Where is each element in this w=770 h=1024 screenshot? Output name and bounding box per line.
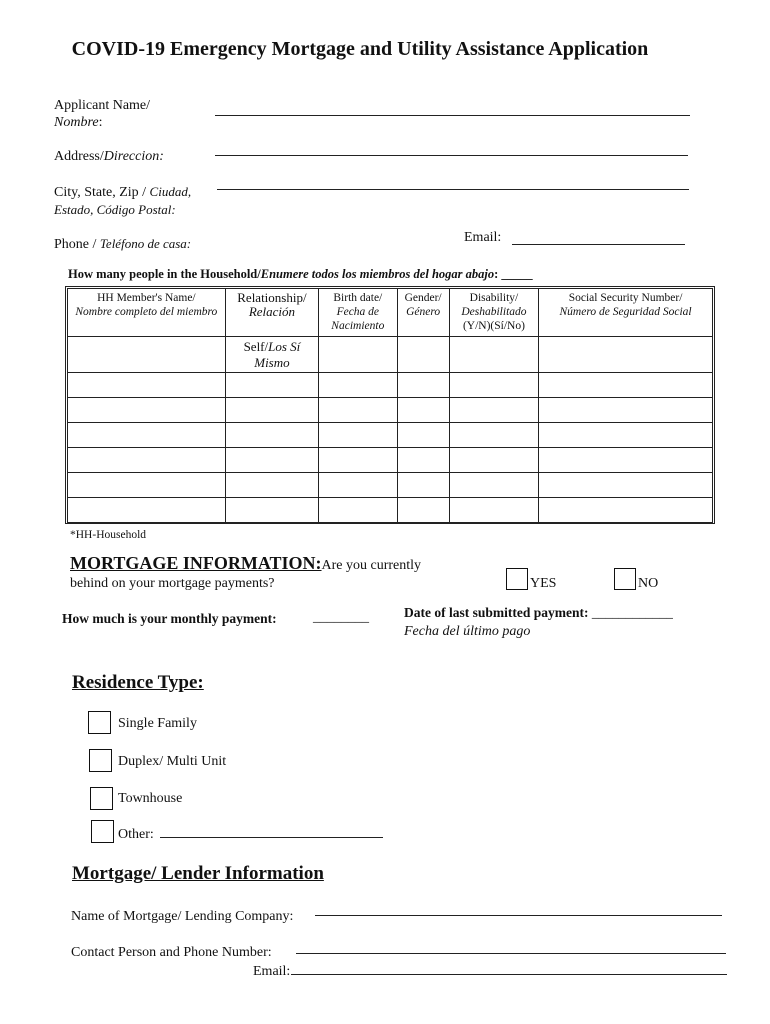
monthly-payment-field[interactable]: ________	[313, 610, 369, 625]
table-cell[interactable]	[68, 498, 226, 523]
household-question-es: Enumere todos los miembros del hogar abajo	[260, 267, 495, 281]
table-cell[interactable]	[319, 448, 397, 473]
header-ssn-en: Social Security Number/	[568, 292, 683, 304]
table-cell[interactable]	[225, 498, 318, 523]
table-cell[interactable]	[319, 498, 397, 523]
residence-type-heading: Residence Type:	[72, 672, 204, 693]
table-cell[interactable]	[68, 337, 226, 373]
duplex-label: Duplex/ Multi Unit	[118, 754, 227, 769]
header-gender-en: Gender/	[404, 292, 442, 304]
table-cell[interactable]	[397, 498, 449, 523]
header-member-name-en: HH Member's Name/	[97, 292, 196, 304]
table-cell[interactable]	[449, 498, 538, 523]
other-label: Other:	[118, 827, 154, 842]
table-cell[interactable]	[225, 423, 318, 448]
phone-label-en: Phone /	[54, 237, 97, 252]
table-cell[interactable]	[397, 448, 449, 473]
no-label: NO	[638, 576, 659, 591]
contact-person-label: Contact Person and Phone Number:	[71, 945, 272, 960]
table-cell[interactable]	[225, 373, 318, 398]
lender-heading: Mortgage/ Lender Information	[72, 863, 324, 884]
single-family-checkbox[interactable]	[88, 711, 111, 734]
table-cell[interactable]	[68, 398, 226, 423]
household-footnote: *HH-Household	[70, 529, 147, 541]
header-disability-en: Disability/	[469, 292, 519, 304]
table-cell[interactable]	[397, 423, 449, 448]
table-cell[interactable]	[319, 373, 397, 398]
address-label-en: Address/	[54, 149, 104, 164]
table-row	[68, 423, 713, 448]
header-relationship-en: Relationship/	[237, 290, 307, 305]
last-payment-label-es: Fecha del último pago	[404, 624, 531, 639]
table-cell[interactable]	[539, 448, 713, 473]
email-field[interactable]	[512, 244, 685, 245]
city-label-en: City, State, Zip /	[54, 185, 147, 200]
household-count-question	[68, 267, 533, 282]
single-family-label: Single Family	[118, 716, 197, 731]
last-payment-label	[404, 605, 673, 621]
table-cell[interactable]	[319, 337, 397, 373]
header-relationship-es: Relación	[248, 304, 296, 319]
table-cell[interactable]	[397, 398, 449, 423]
lender-email-field[interactable]	[291, 974, 727, 975]
table-cell[interactable]	[68, 473, 226, 498]
header-gender-es: Género	[406, 306, 441, 318]
header-ssn-es: Número de Seguridad Social	[559, 306, 692, 318]
table-row	[68, 398, 713, 423]
other-checkbox[interactable]	[91, 820, 114, 843]
mortgage-question	[70, 553, 421, 574]
table-cell[interactable]	[319, 398, 397, 423]
address-label-es: Direccion:	[103, 149, 164, 164]
table-cell[interactable]	[397, 473, 449, 498]
self-relationship-cell	[225, 337, 318, 373]
other-field[interactable]	[160, 837, 383, 838]
townhouse-label: Townhouse	[118, 791, 183, 806]
header-disability	[449, 289, 538, 337]
header-member-name-es: Nombre completo del miembro	[75, 306, 218, 318]
table-cell[interactable]	[449, 423, 538, 448]
table-cell[interactable]	[225, 473, 318, 498]
header-birth-date-en: Birth date/	[333, 292, 383, 304]
lending-company-field[interactable]	[315, 915, 722, 916]
lending-company-label: Name of Mortgage/ Lending Company:	[71, 909, 294, 924]
city-label-es-1: Ciudad,	[149, 184, 192, 199]
table-cell[interactable]	[449, 473, 538, 498]
header-birth-date	[319, 289, 397, 337]
contact-person-field[interactable]	[296, 953, 726, 954]
table-cell[interactable]	[68, 448, 226, 473]
table-row	[68, 448, 713, 473]
city-state-zip-label	[54, 183, 191, 219]
mortgage-question-1: Are you currently	[321, 558, 422, 573]
duplex-checkbox[interactable]	[89, 749, 112, 772]
last-payment-field[interactable]: ____________	[591, 605, 673, 620]
mortgage-heading: MORTGAGE INFORMATION:	[70, 553, 322, 573]
table-cell[interactable]	[539, 473, 713, 498]
table-row	[68, 373, 713, 398]
table-row	[68, 498, 713, 523]
header-ssn	[539, 289, 713, 337]
yes-checkbox[interactable]	[506, 568, 528, 590]
header-birth-date-es: Fecha de Nacimiento	[331, 306, 385, 332]
monthly-payment-label: How much is your monthly payment:	[62, 611, 277, 626]
header-disability-es: Deshabilitado	[461, 306, 527, 318]
table-cell[interactable]	[539, 337, 713, 373]
header-disability-yn: (Y/N)(Sí/No)	[462, 320, 525, 332]
mortgage-question-2: behind on your mortgage payments?	[70, 576, 275, 591]
table-cell[interactable]	[225, 398, 318, 423]
table-cell[interactable]	[539, 423, 713, 448]
applicant-name-label-en: Applicant Name/	[54, 98, 151, 113]
table-row	[68, 337, 713, 373]
table-cell[interactable]	[539, 498, 713, 523]
household-count-blank[interactable]: : _____	[494, 267, 533, 281]
table-cell[interactable]	[397, 373, 449, 398]
phone-label-es: Teléfono de casa:	[99, 236, 192, 251]
header-member-name	[68, 289, 226, 337]
table-cell[interactable]	[449, 398, 538, 423]
header-gender	[397, 289, 449, 337]
table-cell[interactable]	[539, 398, 713, 423]
household-table	[67, 288, 713, 523]
address-label	[54, 148, 164, 165]
table-cell[interactable]	[539, 373, 713, 398]
applicant-name-label: Applicant Name/ Nombre:	[54, 98, 151, 130]
header-relationship	[225, 289, 318, 337]
household-question-en: How many people in the Household/	[68, 267, 261, 281]
table-cell[interactable]	[449, 337, 538, 373]
table-cell[interactable]	[68, 423, 226, 448]
table-cell[interactable]	[319, 473, 397, 498]
lender-email-label: Email:	[253, 964, 291, 979]
self-label-en: Self/	[243, 339, 269, 354]
table-cell[interactable]	[397, 337, 449, 373]
table-cell[interactable]	[319, 423, 397, 448]
page-title: COVID-19 Emergency Mortgage and Utility Assistance Application	[71, 38, 649, 60]
applicant-name-label-es: Nombre	[54, 115, 99, 130]
self-label-es: Los Sí Mismo	[254, 339, 301, 370]
applicant-name-field[interactable]	[215, 115, 690, 116]
phone-label	[54, 235, 191, 253]
no-checkbox[interactable]	[614, 568, 636, 590]
last-payment-label-en: Date of last submitted payment:	[404, 605, 589, 620]
table-cell[interactable]	[449, 373, 538, 398]
table-cell[interactable]	[449, 448, 538, 473]
city-state-zip-field[interactable]	[217, 189, 689, 190]
address-field[interactable]	[215, 155, 688, 156]
table-cell[interactable]	[225, 448, 318, 473]
townhouse-checkbox[interactable]	[90, 787, 113, 810]
yes-label: YES	[530, 576, 557, 591]
table-cell[interactable]	[68, 373, 226, 398]
city-label-es-2: Estado, Código Postal:	[54, 202, 176, 217]
email-label: Email:	[464, 230, 502, 245]
table-row	[68, 473, 713, 498]
